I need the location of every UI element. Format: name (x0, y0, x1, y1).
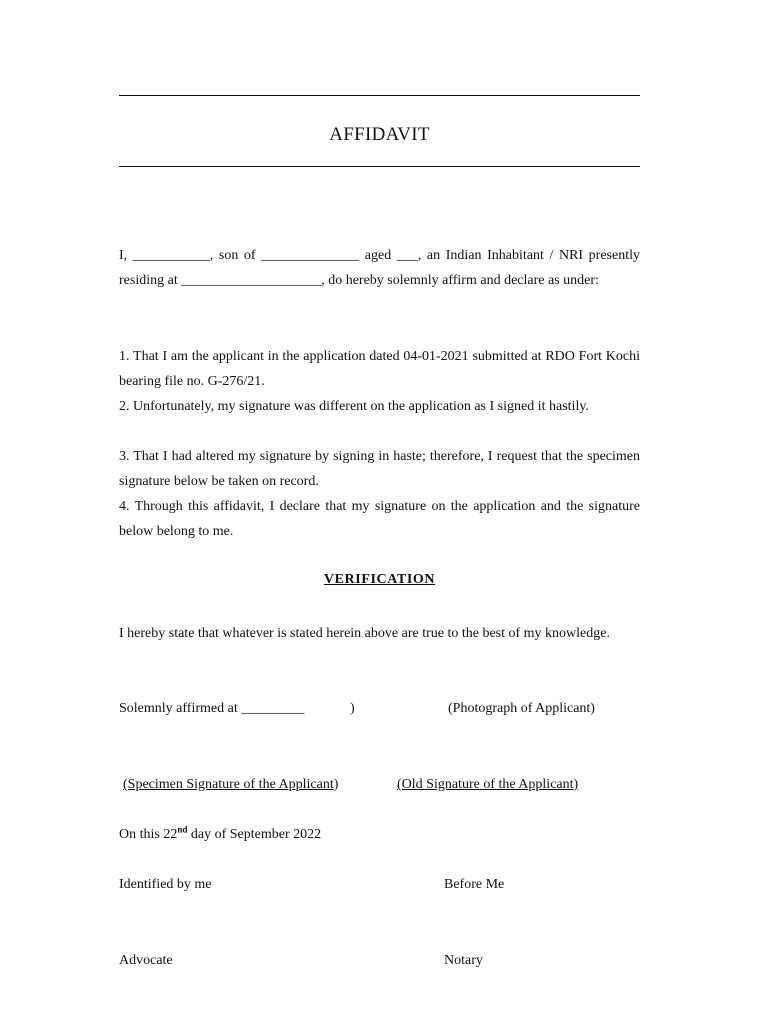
specimen-signature-close: ) (333, 777, 339, 792)
identified-by-label: Identified by me (119, 877, 212, 892)
date-line (119, 822, 321, 847)
point-1: 1. That I am the applicant in the application dated 04-01-2021 submitted at RDO Fort Kochi bearing file no. G-276/21. (119, 349, 640, 389)
point-4: 4. Through this affidavit, I declare that my signature on the application and the signature below belong to me. (119, 499, 640, 539)
intro-paragraph: I, ___________, son of ______________ aged ___, an Indian Inhabitant / NRI presently residing at ____________________, do hereby solemnly affirm and declare as under: (119, 248, 640, 288)
verification-heading: VERIFICATION (323, 572, 436, 587)
verification-text: I hereby state that whatever is stated herein above are true to the best of my knowledge. (119, 626, 610, 641)
date-suffix-sup: nd (177, 824, 188, 835)
specimen-signature-label (123, 772, 338, 797)
top-rule (119, 95, 640, 96)
title-rule (119, 166, 640, 167)
point-3: 3. That I had altered my signature by signing in haste; therefore, I request that the specimen signature below be taken on record. (119, 449, 640, 489)
before-me-label: Before Me (444, 877, 505, 892)
notary-label: Notary (444, 953, 483, 968)
point-2: 2. Unfortunately, my signature was different on the application as I signed it hastily. (119, 399, 589, 414)
photograph-label: (Photograph of Applicant) (448, 701, 595, 716)
date-prefix: On this 22 (119, 827, 178, 842)
solemnly-affirmed-label: Solemnly affirmed at _________ (119, 701, 305, 716)
date-rest: day of September 2022 (187, 827, 322, 842)
solemnly-paren: ) (350, 701, 355, 716)
specimen-signature-text: (Specimen Signature of the Applicant (123, 777, 334, 792)
advocate-label: Advocate (119, 953, 173, 968)
old-signature-label: (Old Signature of the Applicant) (397, 777, 579, 792)
document-title: AFFIDAVIT (329, 124, 430, 145)
